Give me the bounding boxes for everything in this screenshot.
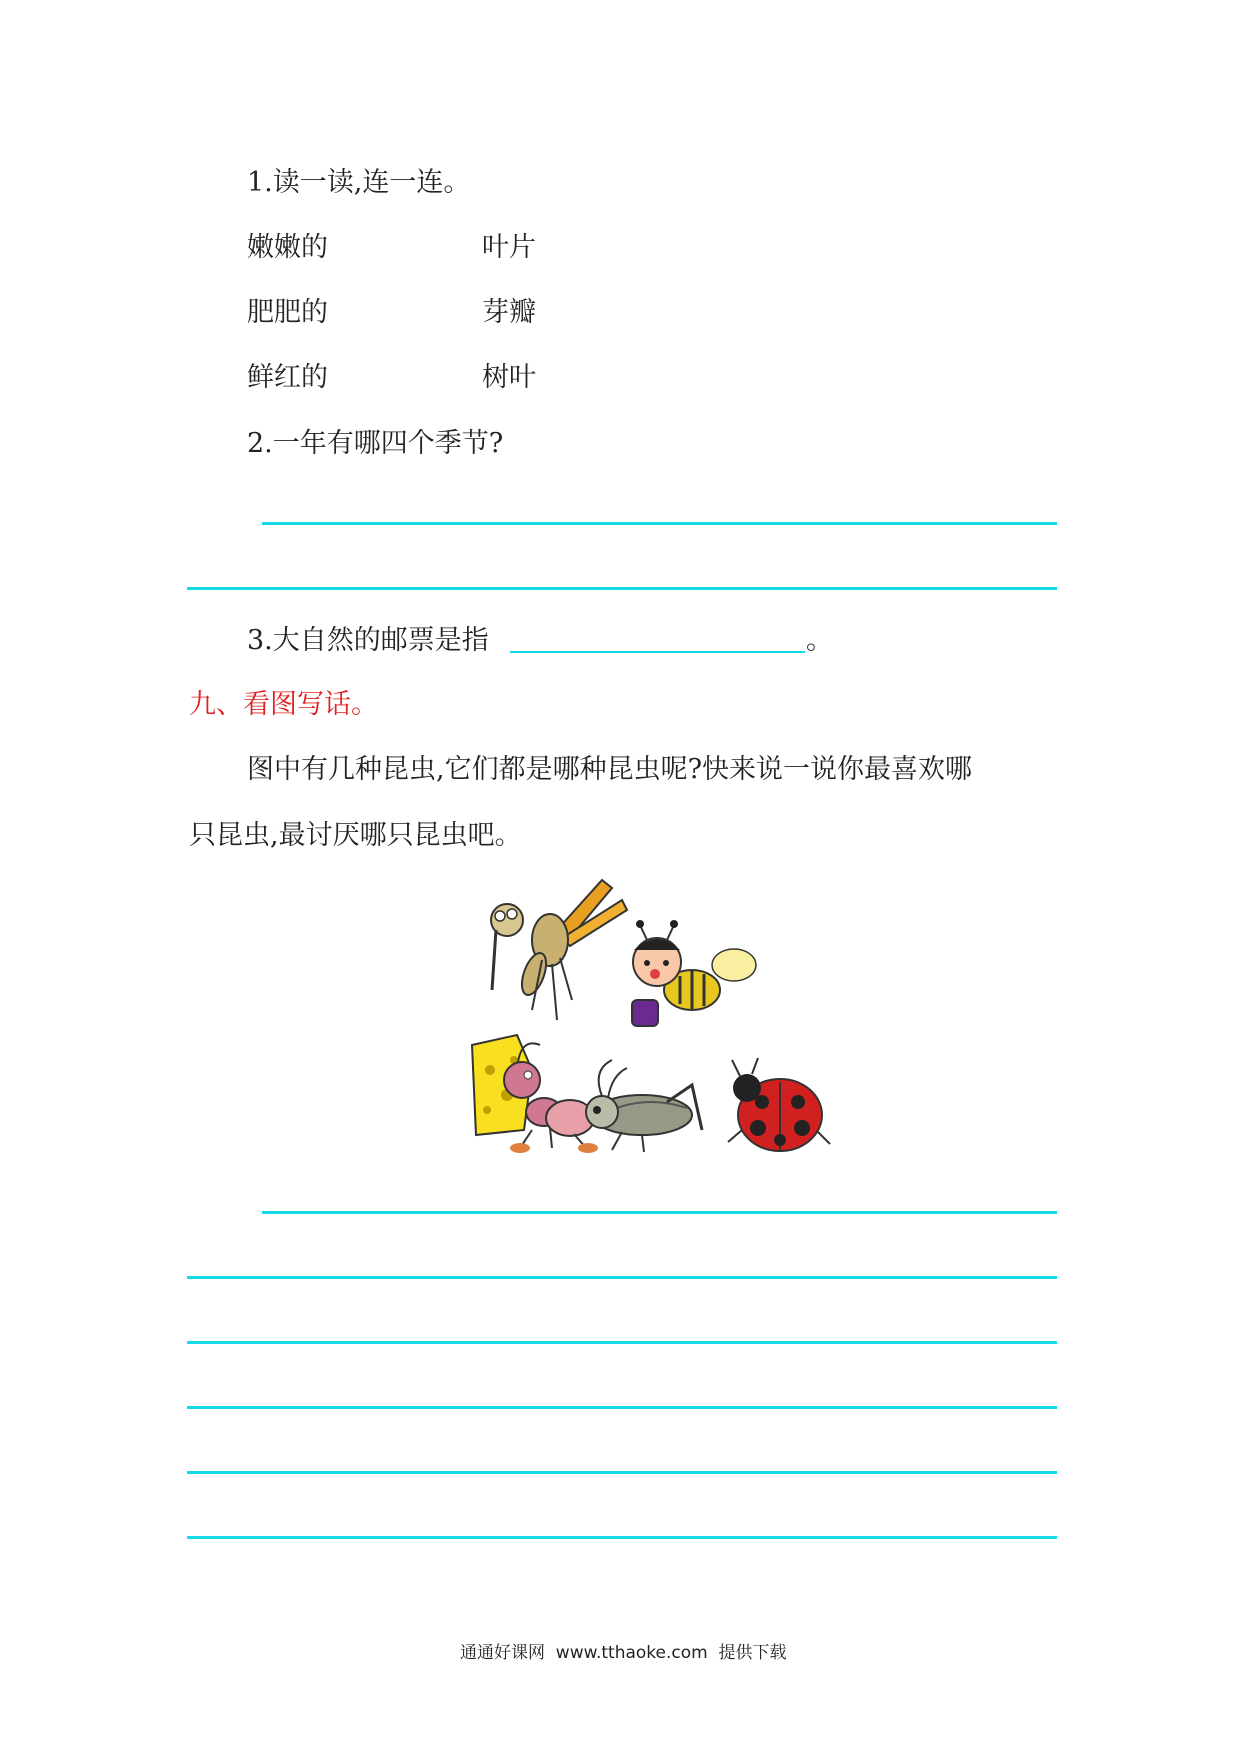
insects-illustration [462, 870, 842, 1160]
question-1-title: 1.读一读,连一连。 [247, 167, 471, 198]
match-left-word-2: 肥肥的 [247, 297, 328, 328]
ant-icon [472, 1035, 598, 1153]
match-right-word-3: 树叶 [482, 362, 536, 393]
match-right-word-1: 叶片 [482, 232, 536, 263]
match-left-word-1: 嫩嫩的 [247, 232, 328, 263]
bee-icon [632, 920, 756, 1026]
match-left-word-3: 鲜红的 [247, 362, 328, 393]
writing-line-6[interactable] [187, 1536, 1057, 1539]
writing-line-2[interactable] [187, 1276, 1057, 1279]
question-2-title: 2.一年有哪四个季节? [247, 428, 504, 459]
answer-line-q2-2[interactable] [187, 587, 1057, 590]
writing-line-1[interactable] [262, 1211, 1057, 1214]
writing-line-3[interactable] [187, 1341, 1057, 1344]
fill-blank-line-q3[interactable] [510, 651, 805, 653]
footer-source: 通通好课网 www.tthaoke.com 提供下载 [460, 1643, 787, 1663]
mosquito-icon [491, 880, 627, 1020]
answer-line-q2-1[interactable] [262, 522, 1057, 525]
question-3-end-mark: 。 [806, 625, 833, 656]
ladybug-icon [728, 1058, 830, 1151]
section-9-heading: 九、看图写话。 [189, 689, 378, 720]
section-9-prompt-line-2: 只昆虫,最讨厌哪只昆虫吧。 [189, 820, 522, 851]
writing-line-5[interactable] [187, 1471, 1057, 1474]
writing-line-4[interactable] [187, 1406, 1057, 1409]
question-3-text: 3.大自然的邮票是指 [247, 625, 489, 656]
match-right-word-2: 芽瓣 [482, 297, 536, 328]
cricket-icon [586, 1060, 702, 1152]
section-9-prompt-line-1: 图中有几种昆虫,它们都是哪种昆虫呢?快来说一说你最喜欢哪 [247, 754, 973, 785]
